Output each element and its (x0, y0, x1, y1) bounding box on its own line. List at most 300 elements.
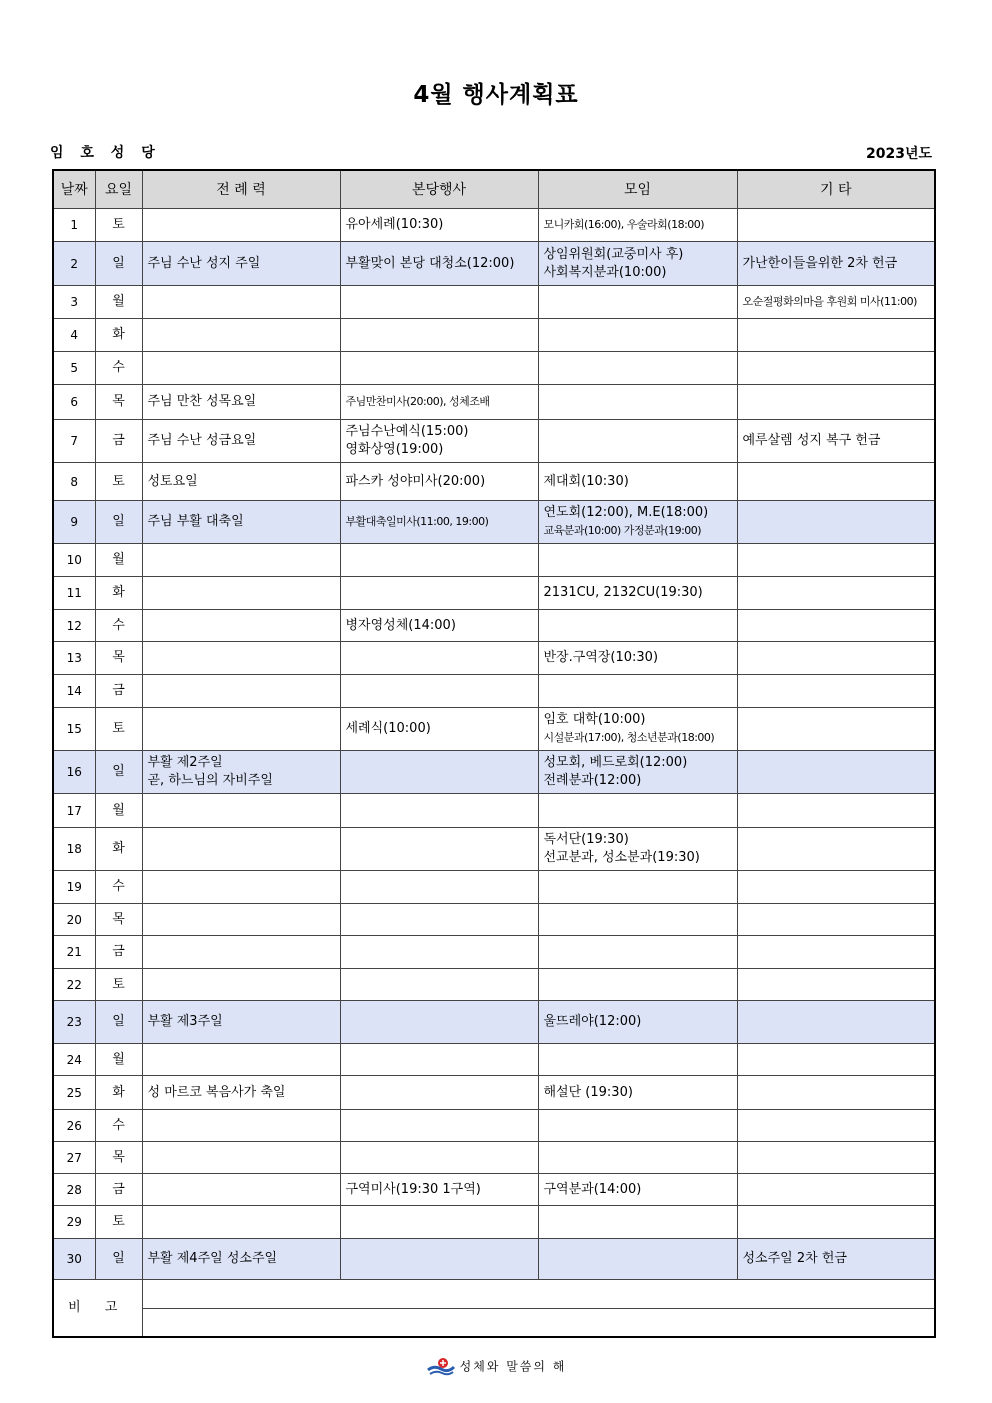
weekday-cell-line: 화 (112, 585, 125, 600)
liturgy-cell (142, 708, 340, 751)
liturgy-cell (142, 1174, 340, 1206)
parish-event-cell (340, 936, 538, 969)
meeting-cell (538, 610, 737, 642)
weekday-cell-line: 일 (112, 764, 125, 779)
weekday-cell (95, 286, 142, 319)
col-header-date: 날짜 (53, 170, 95, 209)
parish-event-cell-line: 세례식(10:00) (345, 721, 431, 736)
etc-cell-line: 오순절평화의마을 후원회 미사(11:00) (742, 295, 917, 308)
date-cell-line: 20 (66, 912, 82, 927)
liturgy-cell (142, 794, 340, 828)
etc-cell (737, 708, 935, 751)
meeting-cell (538, 904, 737, 936)
etc-cell (737, 828, 935, 871)
parish-event-cell (340, 642, 538, 675)
meeting-cell (538, 794, 737, 828)
meeting-cell-line: 독서단(19:30) (543, 832, 629, 847)
parish-event-cell (340, 708, 538, 751)
parish-event-cell (340, 828, 538, 871)
liturgy-cell-line: 곧, 하느님의 자비주일 (147, 773, 273, 788)
meeting-cell-line: 선교분과, 성소분과(19:30) (543, 850, 700, 865)
parish-event-cell (340, 501, 538, 544)
liturgy-cell (142, 385, 340, 420)
date-cell-line: 4 (70, 328, 79, 342)
date-cell-line: 28 (66, 1182, 82, 1197)
weekday-cell-line: 금 (112, 433, 125, 448)
weekday-cell (95, 319, 142, 352)
table-row (53, 1044, 935, 1076)
table-row (53, 751, 935, 794)
parish-event-cell (340, 871, 538, 904)
date-cell (53, 1044, 95, 1076)
meeting-cell-line: 임호 대학(10:00) (543, 712, 646, 727)
date-cell-line: 16 (66, 765, 82, 779)
date-cell-line: 18 (66, 842, 82, 856)
meeting-cell (538, 242, 737, 286)
weekday-cell (95, 1239, 142, 1280)
liturgy-cell (142, 1206, 340, 1239)
weekday-cell (95, 904, 142, 936)
meeting-cell-line: 구역분과(14:00) (543, 1181, 642, 1197)
parish-event-cell (340, 385, 538, 420)
date-cell-line: 15 (66, 722, 82, 736)
remark-cell (142, 1309, 935, 1337)
table-row (53, 642, 935, 675)
table-row (53, 242, 935, 286)
liturgy-cell (142, 463, 340, 501)
etc-cell (737, 969, 935, 1001)
date-cell (53, 904, 95, 936)
parish-event-cell (340, 352, 538, 385)
footer (0, 1357, 992, 1377)
meeting-cell-line: 상임위원회(교중미사 후) (543, 246, 684, 262)
weekday-cell-line: 월 (112, 294, 125, 309)
date-cell (53, 794, 95, 828)
liturgy-cell (142, 352, 340, 385)
meeting-cell (538, 969, 737, 1001)
meeting-cell (538, 1142, 737, 1174)
table-row (53, 1110, 935, 1142)
weekday-cell-line: 목 (112, 1149, 125, 1165)
weekday-cell-line: 화 (112, 841, 125, 856)
weekday-cell-line: 목 (112, 911, 125, 927)
weekday-cell-line: 토 (112, 473, 125, 489)
remark-label: 비 고 (53, 1280, 142, 1337)
date-cell-line: 13 (66, 651, 82, 665)
weekday-cell (95, 1110, 142, 1142)
weekday-cell-line: 목 (112, 394, 125, 409)
table-row (53, 871, 935, 904)
table-row (53, 501, 935, 544)
etc-cell (737, 936, 935, 969)
meeting-cell-line: 반장.구역장(10:30) (543, 650, 659, 665)
weekday-cell (95, 1076, 142, 1110)
date-cell (53, 708, 95, 751)
table-row (53, 1239, 935, 1280)
date-cell (53, 1174, 95, 1206)
weekday-cell-line: 일 (112, 514, 125, 529)
parish-event-cell (340, 1142, 538, 1174)
liturgy-cell (142, 828, 340, 871)
parish-event-cell (340, 1239, 538, 1280)
date-cell (53, 1001, 95, 1044)
meeting-cell (538, 1001, 737, 1044)
date-cell (53, 642, 95, 675)
date-cell-line: 1 (70, 218, 79, 232)
schedule-table (52, 169, 936, 1338)
parish-event-cell (340, 463, 538, 501)
parish-event-cell-line: 병자영성체(14:00) (345, 617, 456, 633)
weekday-cell-line: 수 (112, 879, 125, 894)
date-cell (53, 1076, 95, 1110)
date-cell (53, 751, 95, 794)
etc-cell (737, 577, 935, 610)
weekday-cell-line: 토 (112, 721, 125, 736)
etc-cell (737, 1076, 935, 1110)
table-row (53, 794, 935, 828)
liturgy-cell-line: 부활 제4주일 성소주일 (147, 1251, 278, 1266)
parish-event-cell (340, 242, 538, 286)
weekday-cell-line: 화 (112, 327, 125, 342)
parish-logo-icon (426, 1357, 456, 1377)
col-header-meeting: 모임 (538, 170, 737, 209)
date-cell (53, 675, 95, 708)
parish-event-cell (340, 209, 538, 242)
date-cell (53, 420, 95, 463)
parish-event-cell-line: 구역미사(19:30 1구역) (345, 1181, 481, 1197)
parish-event-cell (340, 969, 538, 1001)
table-row (53, 319, 935, 352)
liturgy-cell (142, 420, 340, 463)
etc-cell (737, 1110, 935, 1142)
table-row (53, 209, 935, 242)
weekday-cell (95, 463, 142, 501)
liturgy-cell (142, 286, 340, 319)
liturgy-cell-line: 성 마르코 복음사가 축일 (147, 1084, 286, 1100)
table-row (53, 1142, 935, 1174)
weekday-cell-line: 화 (112, 1084, 125, 1100)
parish-event-cell (340, 1001, 538, 1044)
weekday-cell (95, 501, 142, 544)
date-cell-line: 6 (70, 395, 79, 409)
table-row (53, 352, 935, 385)
meeting-cell (538, 209, 737, 242)
meeting-cell (538, 828, 737, 871)
parish-event-cell (340, 610, 538, 642)
table-row (53, 1076, 935, 1110)
parish-event-cell (340, 751, 538, 794)
weekday-cell-line: 월 (112, 1051, 125, 1067)
date-cell (53, 577, 95, 610)
weekday-cell-line: 수 (112, 617, 125, 633)
weekday-cell-line: 수 (112, 1117, 125, 1133)
weekday-cell (95, 675, 142, 708)
weekday-cell-line: 일 (112, 1251, 125, 1266)
date-cell-line: 30 (66, 1252, 82, 1266)
date-cell (53, 610, 95, 642)
liturgy-cell (142, 969, 340, 1001)
weekday-cell (95, 577, 142, 610)
date-cell-line: 8 (70, 474, 79, 489)
table-row (53, 385, 935, 420)
table-row (53, 936, 935, 969)
meeting-cell-line: 연도회(12:00), M.E(18:00) (543, 505, 709, 520)
date-cell (53, 828, 95, 871)
table-row (53, 577, 935, 610)
date-cell-line: 9 (70, 515, 79, 529)
date-cell-line: 26 (66, 1118, 82, 1133)
weekday-cell (95, 385, 142, 420)
meeting-cell-line: 전례분과(12:00) (543, 773, 642, 788)
meeting-cell-line: 제대회(10:30) (543, 473, 629, 489)
meeting-cell (538, 1110, 737, 1142)
date-cell-line: 24 (66, 1052, 82, 1067)
table-row (53, 708, 935, 751)
date-cell (53, 463, 95, 501)
date-cell-line: 19 (66, 880, 82, 894)
meeting-cell (538, 352, 737, 385)
meeting-cell (538, 1044, 737, 1076)
etc-cell (737, 1001, 935, 1044)
etc-cell (737, 319, 935, 352)
liturgy-cell (142, 904, 340, 936)
weekday-cell (95, 794, 142, 828)
parish-event-cell-line: 부활맞이 본당 대청소(12:00) (345, 255, 515, 271)
etc-cell (737, 1174, 935, 1206)
parish-event-cell-line: 주님수난예식(15:00) (345, 424, 469, 439)
weekday-cell-line: 월 (112, 802, 125, 818)
parish-event-cell-line: 영화상영(19:00) (345, 442, 444, 457)
meeting-cell-line: 시설분과(17:00), 청소년분과(18:00) (543, 731, 715, 744)
date-cell-line: 14 (66, 684, 82, 698)
weekday-cell (95, 751, 142, 794)
weekday-cell-line: 토 (112, 976, 125, 992)
date-cell (53, 1142, 95, 1174)
table-row (53, 610, 935, 642)
liturgy-cell (142, 751, 340, 794)
liturgy-cell (142, 1142, 340, 1174)
weekday-cell-line: 목 (112, 650, 125, 665)
meeting-cell (538, 544, 737, 577)
weekday-cell (95, 610, 142, 642)
meeting-cell (538, 463, 737, 501)
meeting-cell-line: 해설단 (19:30) (543, 1084, 633, 1100)
liturgy-cell-line: 부활 제3주일 (147, 1014, 223, 1029)
header-row (53, 170, 935, 209)
meeting-cell (538, 1239, 737, 1280)
weekday-cell-line: 일 (112, 1014, 125, 1029)
meeting-cell (538, 1206, 737, 1239)
date-cell-line: 25 (66, 1085, 82, 1100)
liturgy-cell (142, 1239, 340, 1280)
table-row (53, 904, 935, 936)
col-header-liturgy: 전 례 력 (142, 170, 340, 209)
liturgy-cell (142, 1110, 340, 1142)
etc-cell (737, 1142, 935, 1174)
parish-event-cell (340, 1110, 538, 1142)
meeting-cell (538, 675, 737, 708)
remark-row (53, 1309, 935, 1337)
weekday-cell (95, 936, 142, 969)
weekday-cell (95, 1206, 142, 1239)
liturgy-cell (142, 544, 340, 577)
weekday-cell (95, 1044, 142, 1076)
meeting-cell (538, 871, 737, 904)
year-label: 2023년도 (865, 146, 932, 162)
liturgy-cell (142, 610, 340, 642)
liturgy-cell (142, 871, 340, 904)
meeting-cell (538, 1174, 737, 1206)
date-cell (53, 385, 95, 420)
liturgy-cell-line: 주님 수난 성지 주일 (147, 255, 261, 271)
liturgy-cell (142, 242, 340, 286)
date-cell-line: 17 (66, 803, 82, 818)
parish-event-cell (340, 1174, 538, 1206)
meeting-cell-line: 2131CU, 2132CU(19:30) (543, 585, 703, 600)
etc-cell (737, 209, 935, 242)
etc-cell (737, 794, 935, 828)
parish-event-cell (340, 794, 538, 828)
date-cell (53, 936, 95, 969)
date-cell (53, 319, 95, 352)
parish-event-cell (340, 1206, 538, 1239)
liturgy-cell (142, 1076, 340, 1110)
parish-event-cell-line: 파스카 성야미사(20:00) (345, 473, 486, 489)
date-cell-line: 22 (66, 977, 82, 992)
meeting-cell (538, 420, 737, 463)
liturgy-cell (142, 501, 340, 544)
liturgy-cell (142, 1001, 340, 1044)
etc-cell-line: 예루살렘 성지 복구 헌금 (742, 433, 881, 448)
etc-cell (737, 904, 935, 936)
meeting-cell (538, 501, 737, 544)
weekday-cell-line: 금 (112, 683, 125, 698)
meeting-cell (538, 642, 737, 675)
table-row (53, 969, 935, 1001)
meeting-cell (538, 286, 737, 319)
liturgy-cell-line: 주님 수난 성금요일 (147, 433, 257, 448)
etc-cell (737, 501, 935, 544)
table-row (53, 828, 935, 871)
weekday-cell-line: 일 (112, 255, 125, 271)
table-row (53, 1174, 935, 1206)
meeting-cell (538, 385, 737, 420)
liturgy-cell (142, 577, 340, 610)
etc-cell (737, 1239, 935, 1280)
weekday-cell (95, 1174, 142, 1206)
col-header-weekday: 요일 (95, 170, 142, 209)
weekday-cell-line: 토 (112, 217, 125, 232)
table-row (53, 420, 935, 463)
date-cell (53, 1110, 95, 1142)
remark-cell (142, 1280, 935, 1309)
date-cell (53, 1206, 95, 1239)
meeting-cell (538, 936, 737, 969)
date-cell-line: 12 (66, 618, 82, 633)
liturgy-cell-line: 성토요일 (147, 473, 198, 489)
table-row (53, 463, 935, 501)
meeting-cell-line: 성모회, 베드로회(12:00) (543, 755, 688, 770)
date-cell (53, 242, 95, 286)
meeting-cell (538, 577, 737, 610)
weekday-cell (95, 871, 142, 904)
parish-event-cell (340, 544, 538, 577)
meeting-cell-line: 모니카회(16:00), 우술라회(18:00) (543, 218, 705, 231)
parish-event-cell-line: 유아세례(10:30) (345, 217, 444, 232)
weekday-cell-line: 금 (112, 1181, 125, 1197)
meeting-cell-line: 사회복지분과(10:00) (543, 264, 667, 280)
table-row (53, 1001, 935, 1044)
date-cell (53, 1239, 95, 1280)
parish-event-cell (340, 286, 538, 319)
table-row (53, 286, 935, 319)
liturgy-cell-line: 주님 부활 대축일 (147, 514, 244, 529)
weekday-cell (95, 708, 142, 751)
etc-cell (737, 610, 935, 642)
meeting-cell (538, 1076, 737, 1110)
parish-name: 임 호 성 당 (50, 145, 161, 161)
weekday-cell (95, 242, 142, 286)
date-cell-line: 7 (70, 434, 79, 448)
schedule-body (53, 209, 935, 1280)
meeting-cell (538, 751, 737, 794)
date-cell (53, 501, 95, 544)
date-cell-line: 5 (70, 361, 79, 375)
etc-cell (737, 463, 935, 501)
etc-cell (737, 871, 935, 904)
date-cell-line: 23 (66, 1015, 82, 1029)
etc-cell (737, 675, 935, 708)
weekday-cell (95, 420, 142, 463)
weekday-cell (95, 209, 142, 242)
parish-event-cell (340, 577, 538, 610)
etc-cell (737, 1044, 935, 1076)
meeting-cell-line: 교육분과(10:00) 가정분과(19:00) (543, 524, 702, 537)
weekday-cell (95, 1142, 142, 1174)
parish-event-cell (340, 904, 538, 936)
liturgy-cell-line: 주님 만찬 성목요일 (147, 394, 257, 409)
liturgy-cell (142, 209, 340, 242)
date-cell-line: 3 (70, 295, 79, 309)
footer-text: 성체와 말씀의 해 (459, 1359, 567, 1374)
table-row (53, 1206, 935, 1239)
weekday-cell (95, 1001, 142, 1044)
parish-event-cell (340, 1076, 538, 1110)
meeting-cell (538, 708, 737, 751)
weekday-cell (95, 352, 142, 385)
date-cell (53, 209, 95, 242)
etc-cell (737, 352, 935, 385)
date-cell-line: 21 (66, 945, 82, 959)
remark-row (53, 1280, 935, 1309)
date-cell (53, 871, 95, 904)
parish-event-cell (340, 675, 538, 708)
etc-cell (737, 242, 935, 286)
etc-cell-line: 가난한이들을위한 2차 헌금 (742, 255, 898, 271)
etc-cell (737, 642, 935, 675)
liturgy-cell (142, 1044, 340, 1076)
date-cell-line: 10 (66, 553, 82, 567)
page-title: 4월 행사계획표 (413, 82, 579, 108)
date-cell-line: 27 (66, 1150, 82, 1165)
etc-cell (737, 286, 935, 319)
etc-cell (737, 751, 935, 794)
liturgy-cell (142, 675, 340, 708)
parish-event-cell (340, 420, 538, 463)
parish-event-cell-line: 주님만찬미사(20:00), 성체조배 (345, 395, 490, 408)
etc-cell (737, 420, 935, 463)
date-cell (53, 544, 95, 577)
